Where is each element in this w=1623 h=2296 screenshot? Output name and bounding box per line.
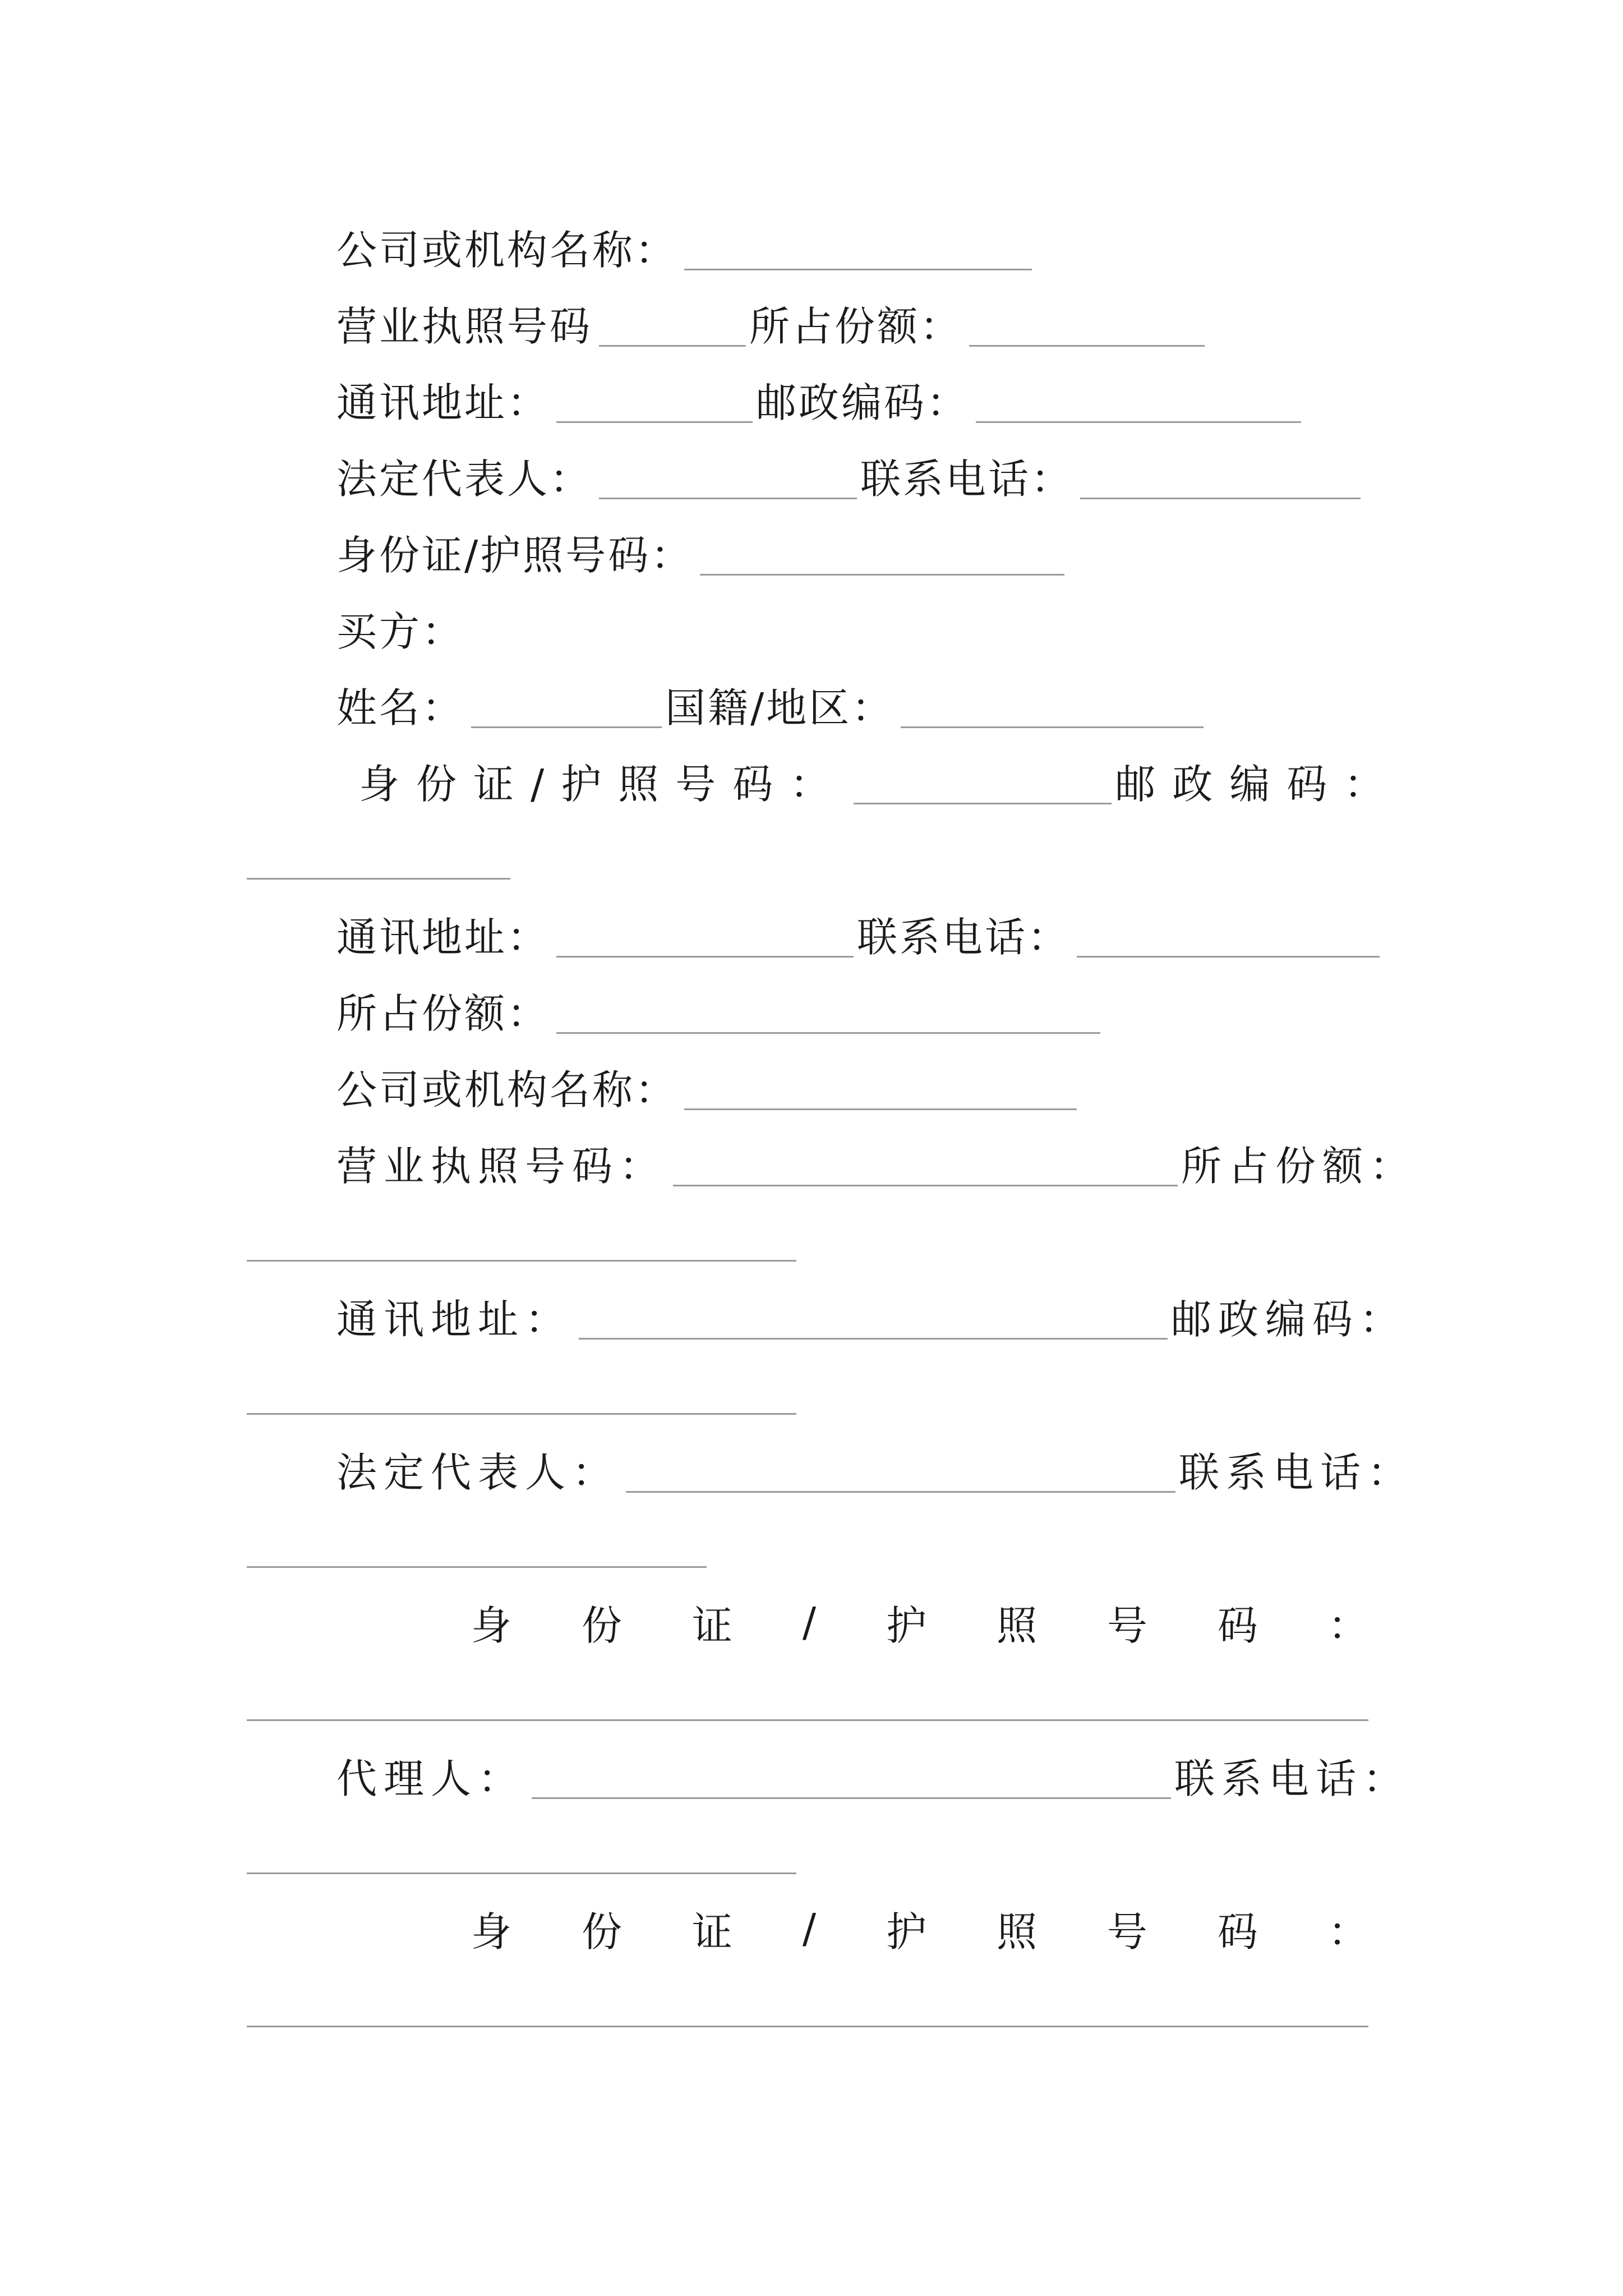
buyer-company-name-row <box>336 1053 1080 1120</box>
buyer-company-share-field[interactable] <box>247 1260 796 1262</box>
buyer-company-name-label: 公司或机构名称： <box>336 1066 678 1114</box>
phone-label: 联系电话： <box>860 455 1074 503</box>
agent-phone-label: 联系电话： <box>1174 1755 1410 1802</box>
id-char: 码 <box>1217 1602 1258 1649</box>
id-char: 照 <box>997 1908 1038 1955</box>
buyer-company-legal-rep-field[interactable] <box>626 1446 1175 1493</box>
agent-phone-field[interactable] <box>247 1872 796 1874</box>
id-char: 码 <box>1217 1908 1258 1955</box>
buyer-company-id-row <box>471 1589 1368 1656</box>
buyer-postcode-label: 邮政编码： <box>1115 761 1401 808</box>
buyer-company-address-row <box>336 1282 1407 1350</box>
id-char: 护 <box>886 1602 927 1649</box>
id-char: 号 <box>1106 1602 1147 1649</box>
name-field[interactable] <box>471 682 662 728</box>
buyer-company-id-field[interactable] <box>247 1719 1368 1721</box>
buyer-id-label: 身份证/护照号码： <box>359 761 847 808</box>
buyer-company-address-field[interactable] <box>579 1293 1168 1340</box>
agent-field[interactable] <box>532 1752 1171 1799</box>
id-char: 号 <box>1106 1908 1147 1955</box>
agent-id-row <box>471 1895 1368 1962</box>
buyer-company-legal-rep-label: 法定代表人： <box>336 1449 620 1496</box>
id-char: ： <box>1327 1602 1368 1649</box>
legal-rep-phone-row <box>336 442 1364 509</box>
share-label: 所占份额： <box>749 303 963 350</box>
buyer-share-field[interactable] <box>556 987 1100 1034</box>
id-char: 证 <box>691 1908 732 1955</box>
agent-id-field[interactable] <box>247 2026 1368 2027</box>
address-field[interactable] <box>556 376 753 423</box>
name-nationality-row <box>336 671 1207 738</box>
id-char: ： <box>1327 1908 1368 1955</box>
id-char: / <box>802 1905 817 1952</box>
postcode-field[interactable] <box>976 376 1301 423</box>
company-name-field[interactable] <box>684 224 1032 270</box>
nationality-field[interactable] <box>901 682 1204 728</box>
id-passport-field[interactable] <box>700 529 1064 576</box>
license-share-row <box>336 289 1208 357</box>
buyer-company-postcode-label: 邮政编码： <box>1171 1296 1407 1343</box>
id-passport-label: 身份证/护照号码： <box>336 532 694 579</box>
buyer-address-field[interactable] <box>556 911 854 958</box>
buyer-phone-label: 联系电话： <box>857 914 1071 961</box>
buyer-company-phone-label: 联系电话： <box>1179 1449 1415 1496</box>
nationality-label: 国籍/地区： <box>665 684 895 731</box>
buyer-company-legal-rep-row <box>336 1435 1414 1503</box>
share-field[interactable] <box>969 300 1205 347</box>
address-label: 通讯地址： <box>336 379 550 426</box>
address-postcode-row <box>336 366 1304 433</box>
buyer-company-name-field[interactable] <box>684 1064 1077 1110</box>
buyer-heading: 买方： <box>336 608 465 655</box>
id-passport-row <box>336 518 1068 586</box>
buyer-company-postcode-field[interactable] <box>247 1413 796 1415</box>
buyer-id-postcode-row <box>359 747 1401 815</box>
buyer-license-label: 营业执照号码： <box>336 1143 667 1190</box>
id-char: / <box>802 1599 817 1646</box>
buyer-heading-row <box>336 595 464 662</box>
id-char: 身 <box>471 1908 512 1955</box>
buyer-address-phone-row <box>336 900 1383 968</box>
buyer-phone-field[interactable] <box>1077 911 1380 958</box>
agent-label: 代理人： <box>336 1755 525 1802</box>
legal-rep-label: 法定代表人： <box>336 455 593 503</box>
company-name-label: 公司或机构名称： <box>336 227 678 274</box>
buyer-share-label: 所占份额： <box>336 990 550 1037</box>
id-char: 份 <box>581 1908 622 1955</box>
buyer-id-field[interactable] <box>854 758 1112 804</box>
license-no-field[interactable] <box>599 300 746 347</box>
buyer-share-row <box>336 977 1104 1044</box>
id-char: 护 <box>886 1908 927 1955</box>
buyer-company-phone-field[interactable] <box>247 1566 707 1568</box>
buyer-address-label: 通讯地址： <box>336 914 550 961</box>
id-char: 份 <box>581 1602 622 1649</box>
postcode-label: 邮政编码： <box>756 379 970 426</box>
agent-row <box>336 1742 1410 1809</box>
id-char: 身 <box>471 1602 512 1649</box>
company-name-row <box>336 213 1035 280</box>
buyer-license-row <box>336 1129 1417 1197</box>
legal-rep-field[interactable] <box>599 453 857 499</box>
id-char: 照 <box>997 1602 1038 1649</box>
buyer-company-address-label: 通讯地址： <box>336 1296 573 1343</box>
name-label: 姓名： <box>336 684 465 731</box>
buyer-license-field[interactable] <box>673 1140 1178 1186</box>
buyer-company-share-label: 所占份额： <box>1181 1143 1417 1190</box>
id-char: 证 <box>691 1602 732 1649</box>
phone-field[interactable] <box>1080 453 1361 499</box>
license-no-label: 营业执照号码 <box>336 303 593 350</box>
buyer-postcode-field[interactable] <box>247 878 510 880</box>
